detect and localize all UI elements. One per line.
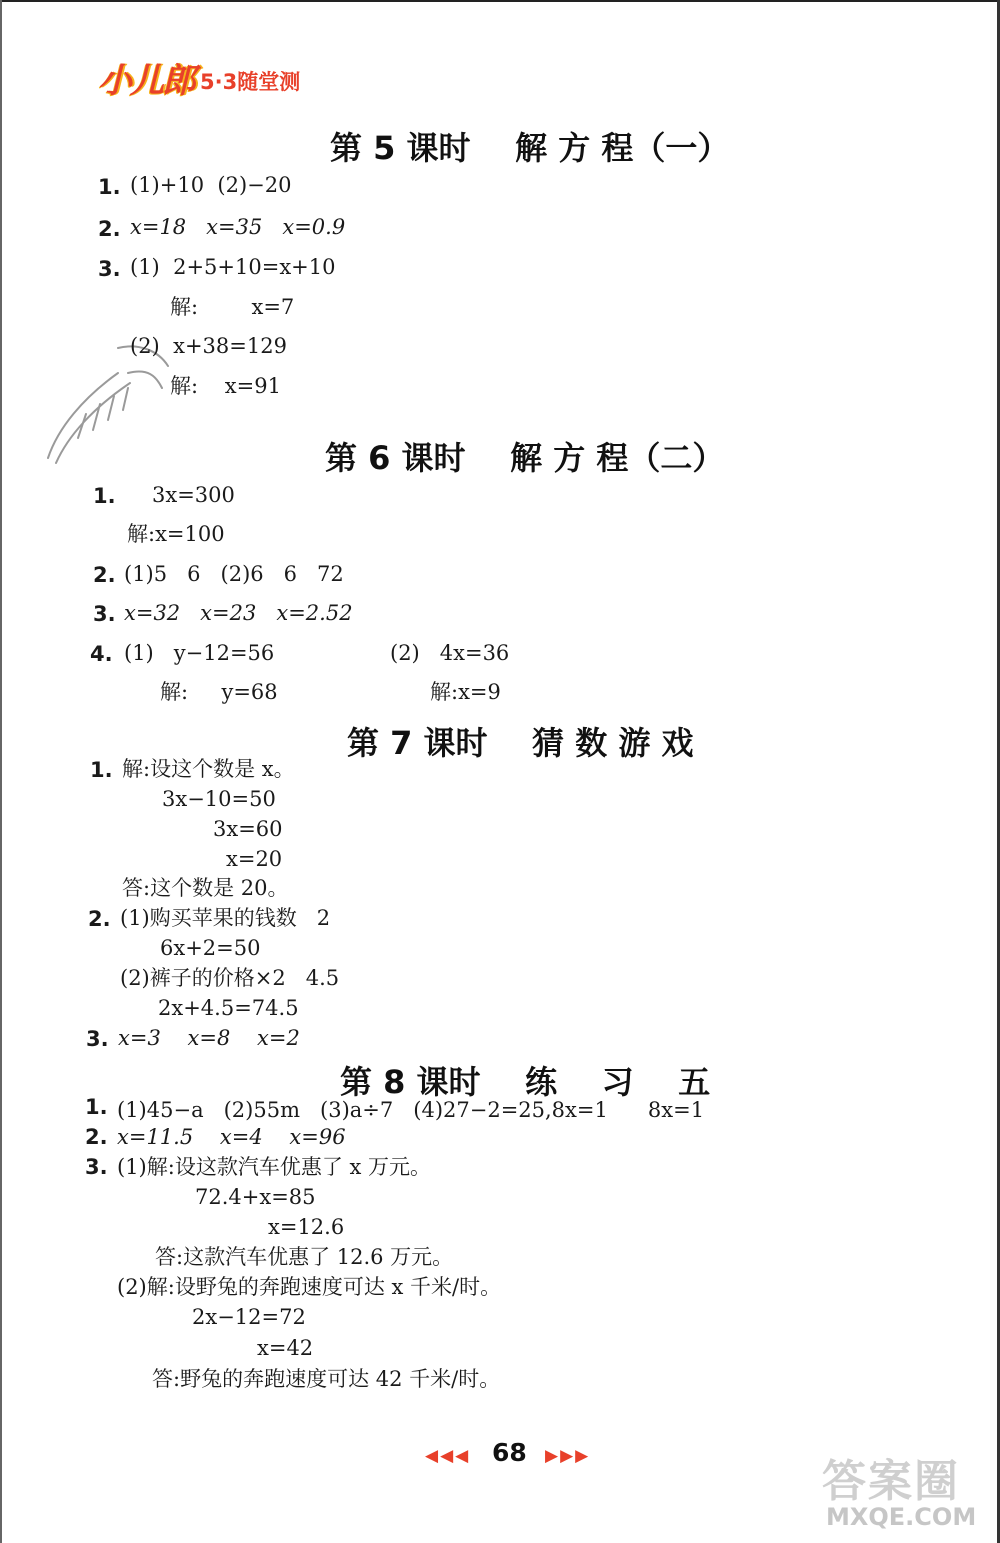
lesson8-q3-part2-solution: x=42 (257, 1336, 314, 1360)
lesson5-q3-number: 3. (98, 257, 121, 281)
lesson6-q1-number: 1. (93, 484, 116, 508)
lesson8-q2-answer: x=11.5 x=4 x=96 (117, 1125, 346, 1149)
lesson7-q1-number: 1. (90, 758, 113, 782)
series-name: 5·3随堂测 (200, 70, 301, 94)
lesson6-title: 第 6 课时 解 方 程（二） (325, 439, 725, 477)
lesson5-q3-part2-equation: (2) x+38=129 (130, 334, 287, 358)
watermark-url: MXQE.COM (826, 1503, 977, 1531)
lesson5-q2-answer: x=18 x=35 x=0.9 (130, 215, 346, 239)
lesson8-q3-part2-answer: 答:野兔的奔跑速度可达 42 千米/时。 (152, 1367, 501, 1391)
lesson7-q1-step2: 3x=60 (213, 817, 283, 841)
lesson8-q3-part1-let: (1)解:设这款汽车优惠了 x 万元。 (117, 1155, 432, 1179)
lesson8-title: 第 8 课时 练 习 五 (340, 1063, 711, 1101)
lesson8-q3-part2-let: (2)解:设野兔的奔跑速度可达 x 千米/时。 (117, 1275, 502, 1299)
lesson6-q3-answer: x=32 x=23 x=2.52 (124, 601, 353, 625)
lesson7-q1-let: 解:设这个数是 x。 (122, 757, 295, 781)
lesson5-q3-part1-equation: (1) 2+5+10=x+10 (130, 255, 336, 279)
lesson7-title: 第 7 课时 猜 数 游 戏 (347, 724, 694, 762)
lesson6-q3-number: 3. (93, 602, 116, 626)
lesson6-q1-solution: 解:x=100 (127, 522, 225, 546)
lesson7-q1-answer: 答:这个数是 20。 (122, 876, 289, 900)
lesson6-q4-number: 4. (90, 642, 113, 666)
lesson5-q3-part1-solution: 解: x=7 (170, 295, 295, 319)
lesson7-q2-number: 2. (88, 907, 111, 931)
lesson5-q3-part2-solution: 解: x=91 (170, 374, 281, 398)
watermark-logo: 答案圈 (822, 1456, 960, 1507)
lesson8-q3-part2-equation: 2x−12=72 (192, 1305, 306, 1329)
lesson5-q1-number: 1. (98, 175, 121, 199)
lesson7-q3-answer: x=3 x=8 x=2 (118, 1026, 300, 1050)
page-edge-left (0, 0, 2, 1543)
lesson7-q2-part2-blank: (2)裤子的价格×2 4.5 (120, 966, 340, 990)
lesson6-q4-part1-solution: 解: y=68 (160, 680, 278, 704)
previous-arrows-icon: ◀◀◀ (425, 1446, 471, 1466)
lesson6-q2-answer: (1)5 6 (2)6 6 72 (124, 562, 344, 586)
lesson8-q1-answer: (1)45−a (2)55m (3)a÷7 (4)27−2=25,8x=1 8x=1 (117, 1098, 705, 1122)
lesson7-q1-step1: 3x−10=50 (162, 787, 276, 811)
brand-logo (98, 54, 300, 102)
lesson8-q3-number: 3. (85, 1155, 108, 1179)
page-edge-top (0, 0, 1000, 2)
lesson5-title: 第 5 课时 解 方 程（一） (330, 129, 730, 167)
lesson7-q2-part2-equation: 2x+4.5=74.5 (158, 996, 299, 1020)
lesson6-q2-number: 2. (93, 563, 116, 587)
lesson8-q2-number: 2. (85, 1125, 108, 1149)
page-number: 68 (492, 1438, 527, 1467)
lesson7-q1-step3: x=20 (226, 847, 283, 871)
lesson5-q2-number: 2. (98, 217, 121, 241)
lesson7-q2-part1-blank: (1)购买苹果的钱数 2 (120, 906, 331, 930)
lesson7-q3-number: 3. (86, 1027, 109, 1051)
next-arrows-icon: ▶▶▶ (545, 1446, 591, 1466)
lesson6-q1-equation: 3x=300 (152, 483, 235, 507)
lesson7-q2-part1-equation: 6x+2=50 (160, 936, 261, 960)
lesson6-q4-part2-equation: (2) 4x=36 (390, 641, 510, 665)
logo-mark: 小儿郎 (98, 61, 194, 101)
lesson8-q3-part1-answer: 答:这款汽车优惠了 12.6 万元。 (155, 1245, 454, 1269)
lesson8-q3-part1-solution: x=12.6 (268, 1215, 345, 1239)
lesson8-q1-number: 1. (85, 1095, 108, 1119)
lesson6-q4-part1-equation: (1) y−12=56 (124, 641, 275, 665)
lesson5-q1-answer: (1)+10 (2)−20 (130, 173, 292, 197)
watermark (822, 1445, 990, 1537)
lesson8-q3-part1-equation: 72.4+x=85 (195, 1185, 316, 1209)
lesson6-q4-part2-solution: 解:x=9 (430, 680, 501, 704)
